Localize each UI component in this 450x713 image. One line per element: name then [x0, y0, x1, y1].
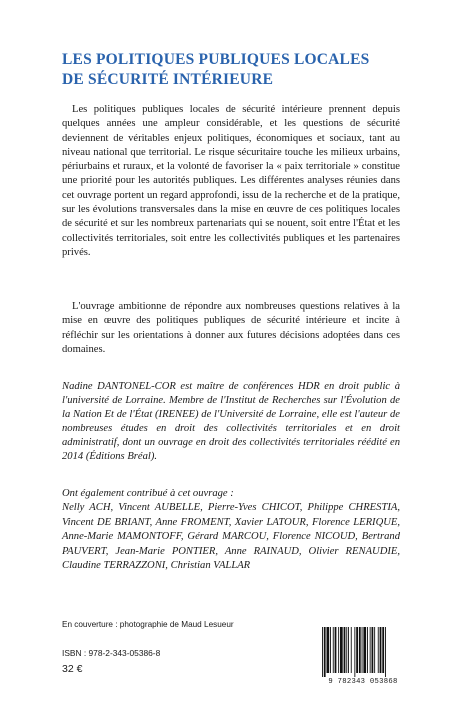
- isbn: ISBN : 978-2-343-05386-8: [62, 648, 161, 658]
- book-title-line-1: LES POLITIQUES PUBLIQUES LOCALES: [62, 51, 370, 68]
- barcode-bar: [344, 627, 346, 673]
- barcode-bar: [348, 627, 349, 673]
- barcode-bar: [327, 627, 330, 673]
- barcode-bar: [370, 627, 371, 673]
- book-title: [62, 50, 422, 90]
- price: 32 €: [62, 663, 83, 675]
- barcode-bar: [351, 627, 352, 673]
- cover-credit: En couverture : photographie de Maud Lesueur: [62, 620, 234, 629]
- barcode-bar: [346, 627, 347, 673]
- barcode-bar: [367, 627, 368, 673]
- barcode-bar: [356, 627, 358, 673]
- book-title-line-2: DE SÉCURITÉ INTÉRIEURE: [62, 71, 274, 88]
- barcode-bar: [380, 627, 382, 673]
- barcode-bar: [385, 627, 386, 677]
- author-bio: Nadine DANTONEL-COR est maître de conférences HDR en droit public à l'université de Lorraine. Membre de l'Institut de Recherches sur l'Évolution de la Nation Et de l'État (IRENEE) de l'Université de Lorraine, elle est l'auteur de nombreuses études en droit des collectivités territoriales et en droit administratif, dont un ouvrage en droit des collectivités territoriales réédité en 2014 (Éditions Bréal).: [62, 381, 400, 463]
- barcode-bar: [362, 627, 363, 673]
- summary-paragraph-1: Les politiques publiques locales de sécurité intérieure prennent depuis quelques années une ampleur considérable, et les questions de sécurité deviennent de véritables enjeux politiques, économiques et sociaux, tant au niveau national que territorial. Le risque sécuritaire touche les milieux urbains, périurbains et ruraux, et la volonté de favoriser la « paix territoriale » constitue une priorité pour les autorités publiques. Les différentes analyses réunies dans cet ouvrage portent un regard approfondi, issu de la recherche et de la pratique, sur les évolutions transversales dans la mise en œuvre de ces politiques locales de sécurité et sur les nombreux partenariats qui se nouent, soit entre l'État et les collectivités territoriales, soit entre les collectivités publiques et les partenaires privés.: [62, 104, 400, 258]
- barcode-bar: [359, 627, 361, 673]
- barcode-bar: [374, 627, 375, 673]
- barcode-number: 9 782343 053868: [328, 678, 398, 686]
- barcode: [314, 627, 412, 688]
- barcode-bar: [324, 627, 326, 677]
- barcode-bar: [338, 627, 339, 673]
- barcode-bar: [335, 627, 337, 673]
- barcode-bar: [330, 627, 331, 673]
- barcode-bars: [320, 627, 406, 677]
- barcode-bar: [354, 627, 355, 677]
- contributors-list: Nelly ACH, Vincent AUBELLE, Pierre-Yves CHICOT, Philippe CHRESTIA, Vincent DE BRIANT, Anne FROMENT, Xavier LATOUR, Florence LERIQUE, Anne-Marie MAMONTOFF, Gérard MARCOU, Florence NICOUD, Bertrand PAUVERT, Jean-Marie PONTIER, Anne RAINAUD, Olivier RENAUDIE, Claudine TERRAZZONI, Christian VALLAR: [62, 502, 400, 571]
- barcode-bar: [378, 627, 379, 673]
- summary-paragraph-2: L'ouvrage ambitionne de répondre aux nombreuses questions relatives à la mise en œuvre des politiques publiques de sécurité intérieure et incite à réfléchir sur les orientations à donner aux futures décisions adoptées dans ces domaines.: [62, 301, 400, 355]
- barcode-bar: [382, 627, 384, 673]
- contributors-heading: Ont également contribué à cet ouvrage :: [62, 488, 234, 499]
- barcode-bar: [322, 627, 323, 677]
- barcode-bar: [363, 627, 366, 673]
- barcode-bar: [333, 627, 334, 673]
- barcode-bar: [372, 627, 374, 673]
- barcode-bar: [340, 627, 343, 673]
